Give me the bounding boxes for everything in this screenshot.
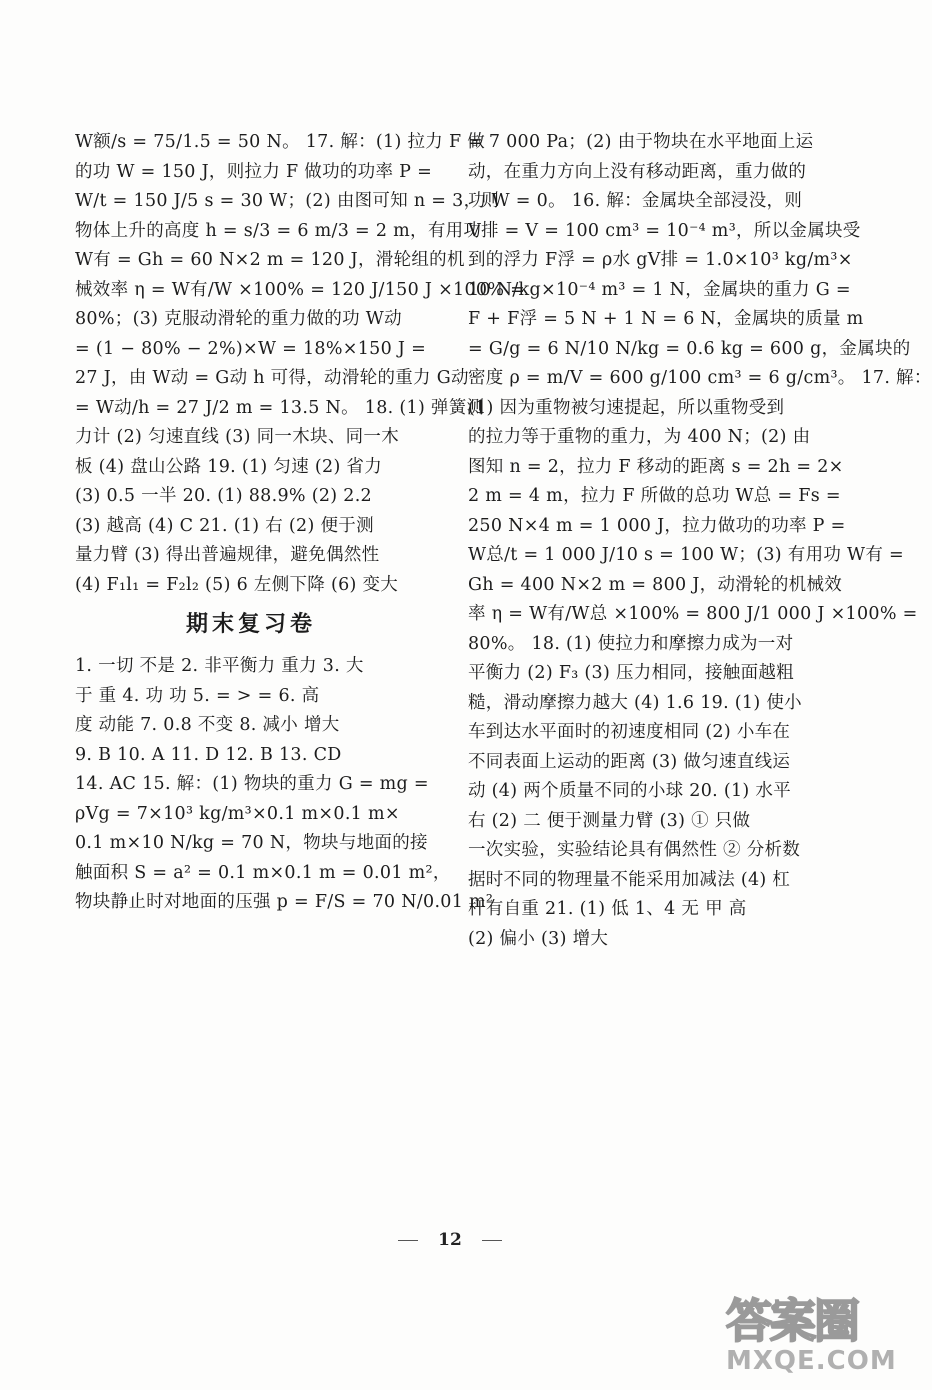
text-line: 率 η = W有/W总 ×100% = 800 J/1 000 J ×100% =	[468, 604, 918, 624]
text-line: 图知 n = 2，拉力 F 移动的距离 s = 2h = 2×	[468, 456, 844, 477]
text-line: 动，在重力方向上没有移动距离，重力做的	[468, 161, 807, 182]
text-line: 2 m = 4 m，拉力 F 所做的总功 W总 = Fs =	[468, 486, 841, 506]
text-line: 密度 ρ = m/V = 600 g/100 cm³ = 6 g/cm³。 17. 解：	[468, 368, 932, 388]
text-line: 右 (2) 二 便于测量力臂 (3) ① 只做	[468, 810, 751, 831]
section-title: 期末复习卷	[185, 612, 316, 637]
text-line: 80%；(3) 克服动滑轮的重力做的功 W动	[75, 309, 402, 329]
right-column	[468, 128, 932, 954]
text-line: W额/s = 75/1.5 = 50 N。 17. 解：(1) 拉力 F 做	[75, 132, 486, 152]
text-line: 的功 W = 150 J，则拉力 F 做功的功率 P =	[75, 161, 433, 182]
text-line: (3) 越高 (4) C 21. (1) 右 (2) 便于测	[75, 515, 374, 536]
text-line: (2) 偏小 (3) 增大	[468, 928, 609, 949]
watermark	[726, 1296, 896, 1386]
text-line: = 7 000 Pa；(2) 由于物块在水平地面上运	[468, 132, 814, 152]
text-line: 量力臂 (3) 得出普遍规律，避免偶然性	[75, 545, 380, 565]
text-line: 到的浮力 F浮 = ρ水 gV排 = 1.0×10³ kg/m³×	[468, 250, 853, 270]
text-line: 动 (4) 两个质量不同的小球 20. (1) 水平	[468, 781, 792, 801]
text-line: 14. AC 15. 解：(1) 物块的重力 G = mg =	[75, 774, 429, 794]
text-line: 物块静止时对地面的压强 p = F/S = 70 N/0.01 m²	[75, 892, 494, 912]
text-line: 力计 (2) 匀速直线 (3) 同一木块、同一木	[75, 427, 400, 447]
text-line: 80%。 18. (1) 使拉力和摩擦力成为一对	[468, 633, 794, 654]
text-line: ρVg = 7×10³ kg/m³×0.1 m×0.1 m×	[75, 803, 400, 824]
text-line: Gh = 400 N×2 m = 800 J，动滑轮的机械效	[468, 574, 843, 595]
text-line: 一次实验，实验结论具有偶然性 ② 分析数	[468, 840, 801, 860]
text-line: (4) F₁l₁ = F₂l₂ (5) 6 左侧下降 (6) 变大	[75, 574, 399, 595]
text-line: 械效率 η = W有/W ×100% = 120 J/150 J ×100% =	[75, 279, 526, 300]
text-line: 板 (4) 盘山公路 19. (1) 匀速 (2) 省力	[75, 456, 383, 477]
text-line: 250 N×4 m = 1 000 J，拉力做功的功率 P =	[468, 515, 846, 536]
footer-dash-left	[398, 1240, 418, 1241]
text-line: F + F浮 = 5 N + 1 N = 6 N，金属块的质量 m	[468, 309, 864, 329]
watermark-url: MXQE.COM	[726, 1346, 897, 1376]
text-line: 度 动能 7. 0.8 不变 8. 减小 增大	[75, 715, 340, 735]
text-line: 27 J，由 W动 = G动 h 可得，动滑轮的重力 G动	[75, 368, 469, 388]
text-line: = (1 − 80% − 2%)×W = 18%×150 J =	[75, 338, 427, 359]
text-line: 物体上升的高度 h = s/3 = 6 m/3 = 2 m，有用功	[75, 220, 482, 241]
text-line: 于 重 4. 功 功 5. = > = 6. 高	[75, 685, 320, 706]
text-line: 功 W = 0。 16. 解：金属块全部浸没，则	[468, 191, 803, 211]
text-line: W总/t = 1 000 J/10 s = 100 W；(3) 有用功 W有 =	[468, 545, 904, 565]
text-line: 杆有自重 21. (1) 低 1、4 无 甲 高	[468, 899, 747, 919]
text-line: (1) 因为重物被匀速提起，所以重物受到	[468, 397, 785, 418]
page-footer	[0, 1230, 900, 1250]
text-line: 的拉力等于重物的重力，为 400 N；(2) 由	[468, 427, 811, 447]
text-line: 平衡力 (2) F₃ (3) 压力相同，接触面越粗	[468, 663, 794, 683]
text-line: W/t = 150 J/5 s = 30 W；(2) 由图可知 n = 3，则	[75, 191, 500, 211]
text-line: 车到达水平面时的初速度相同 (2) 小车在	[468, 722, 791, 742]
text-line: 10 N/kg×10⁻⁴ m³ = 1 N，金属块的重力 G =	[468, 279, 851, 300]
text-line: (3) 0.5 一半 20. (1) 88.9% (2) 2.2	[75, 486, 372, 506]
text-line: = W动/h = 27 J/2 m = 13.5 N。 18. (1) 弹簧测	[75, 397, 485, 418]
watermark-logo: 答案圈	[726, 1294, 858, 1348]
text-line: 1. 一切 不是 2. 非平衡力 重力 3. 大	[75, 656, 364, 676]
footer-dash-right	[482, 1240, 502, 1241]
text-line: V排 = V = 100 cm³ = 10⁻⁴ m³，所以金属块受	[468, 220, 861, 241]
text-line: 糙，滑动摩擦力越大 (4) 1.6 19. (1) 使小	[468, 692, 802, 713]
text-line: W有 = Gh = 60 N×2 m = 120 J，滑轮组的机	[75, 250, 465, 270]
text-line: = G/g = 6 N/10 N/kg = 0.6 kg = 600 g，金属块的	[468, 338, 911, 359]
text-line: 触面积 S = a² = 0.1 m×0.1 m = 0.01 m²，	[75, 862, 451, 883]
text-line: 0.1 m×10 N/kg = 70 N，物块与地面的接	[75, 833, 428, 853]
left-column	[75, 128, 526, 918]
text-line: 据时不同的物理量不能采用加减法 (4) 杠	[468, 869, 791, 890]
text-line: 不同表面上运动的距离 (3) 做匀速直线运	[468, 751, 791, 772]
text-line: 9. B 10. A 11. D 12. B 13. CD	[75, 744, 342, 765]
page-number: 12	[438, 1230, 462, 1250]
